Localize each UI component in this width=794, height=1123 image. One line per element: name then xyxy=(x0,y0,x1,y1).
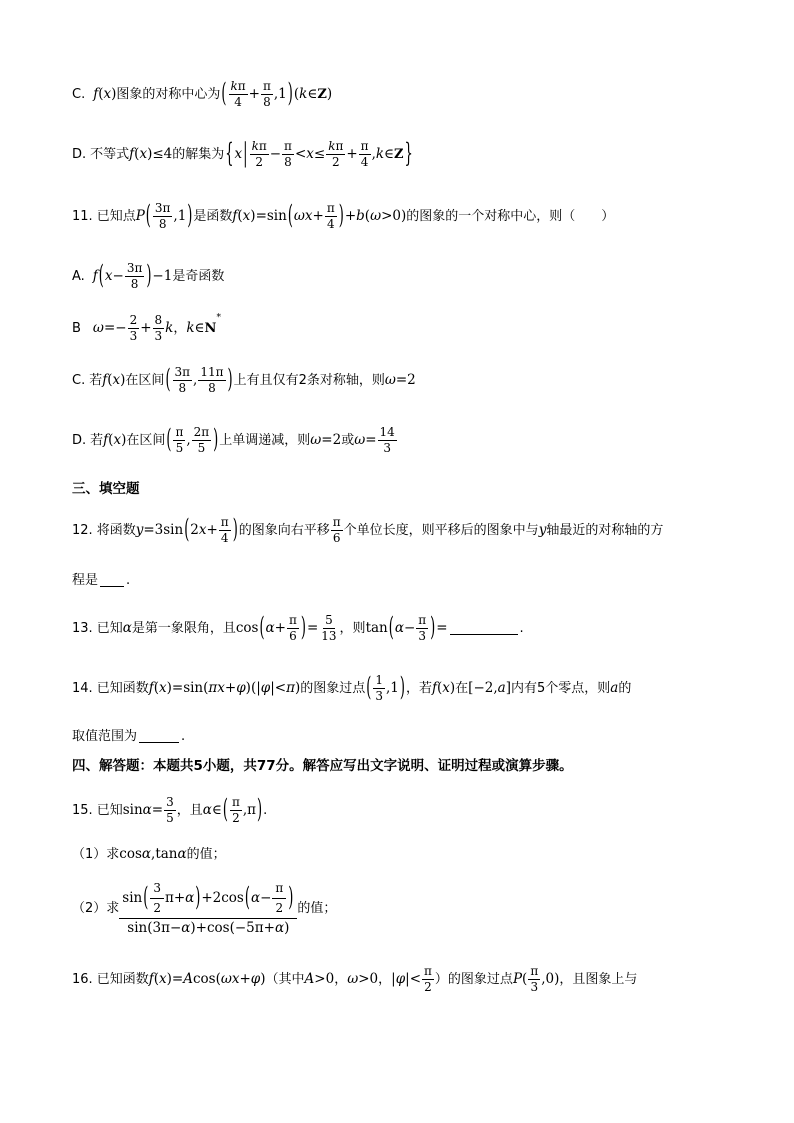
question-11-option-d: D. 若 f ( x ) 在区间 ( $\frac{\pi}{5}$ , $\frac{2\pi}{5}$ ) 上单调递减，则 ω =2 或 ω = $\frac{14}{3}$ xyxy=(72,425,395,456)
question-11-option-c: C. 若 f ( x ) 在区间 ( $\frac{3\pi}{8}$ , $\frac{11\pi}{8}$ ) 上有且仅有2条对称轴，则 ω =2 xyxy=(72,365,416,396)
section-four-heading: 四、解答题：本题共5小题，共77分。解答应写出文字说明、证明过程或演算步骤。 xyxy=(72,758,573,774)
question-15-part-2: （2）求 sin ( $\frac{3}{2}$ π+ α ) +2cos ( α − $\frac{\pi}{2}$ ) sin(3π− α )+cos(−5π+ α ) 的值； xyxy=(72,881,337,937)
option-d: D. 不等式 f ( x )≤4 的解集为 { x | $\frac{k\pi}{2}$ − $\frac{\pi}{8}$ < x ≤ $\frac{k\pi}{2}$ + $\frac{\pi}{4}$ , k ∈ Z } xyxy=(72,139,413,170)
answer-blank-13[interactable] xyxy=(450,622,518,635)
question-11: 11. 已知点 P ( $\frac{3\pi}{8}$ ,1 ) 是函数 f ( x )=sin ( ωx + $\frac{\pi}{4}$ ) + b ( ω >0) 的图象的一个对称中心，则（ ） xyxy=(72,201,615,232)
question-11-option-a: A. f ( x − $\frac{3\pi}{8}$ ) −1 是奇函数 xyxy=(72,261,225,292)
question-12-continued: 程是 . xyxy=(72,573,131,588)
question-15-part-1: （1）求 cos α ,tan α 的值； xyxy=(72,846,226,863)
answer-blank-14[interactable] xyxy=(139,730,179,743)
question-14: 14. 已知函数 f ( x )=sin( πx + φ )(| φ |< π ) 的图象过点 ( $\frac{1}{3}$ ,1 ) ，若 f ( x ) 在 [−2, a ] 内有5个零点，则 a 的 xyxy=(72,673,632,704)
question-13: 13. 已知 α 是第一象限角，且 cos ( α + $\frac{\pi}{6}$ ) = $\frac{5}{13}$ ，则 tan ( α − $\frac{\pi}{3}$ ) = . xyxy=(72,613,524,644)
option-c: C. f ( x ) 图象的对称中心为 ( $\frac{k\pi}{4}$ + $\frac{\pi}{8}$ ,1 ) ( k ∈ Z ) xyxy=(72,79,333,110)
question-16: 16. 已知函数 f ( x )= A cos( ωx + φ ) （其中 A >0 ， ω >0 ， | φ |< $\frac{\pi}{2}$ ）的图象过点 P ( $\frac{\pi}{3}$ ,0) ，且图象上与 xyxy=(72,964,638,995)
answer-blank-12[interactable] xyxy=(100,574,124,587)
question-14-continued: 取值范围为 . xyxy=(72,729,186,744)
question-12: 12. 将函数 y =3sin ( 2 x + $\frac{\pi}{4}$ ) 的图象向右平移 $\frac{\pi}{6}$ 个单位长度，则平移后的图象中与 y 轴最近的对称轴的方 xyxy=(72,515,664,546)
question-11-option-b: B ω =− $\frac{2}{3}$ + $\frac{8}{3}$ k ， k ∈ N * xyxy=(72,313,221,344)
section-three-heading: 三、填空题 xyxy=(72,481,140,497)
question-15: 15. 已知 sin α = $\frac{3}{5}$ ，且 α ∈ ( $\frac{\pi}{2}$ ,π ) . xyxy=(72,795,268,826)
